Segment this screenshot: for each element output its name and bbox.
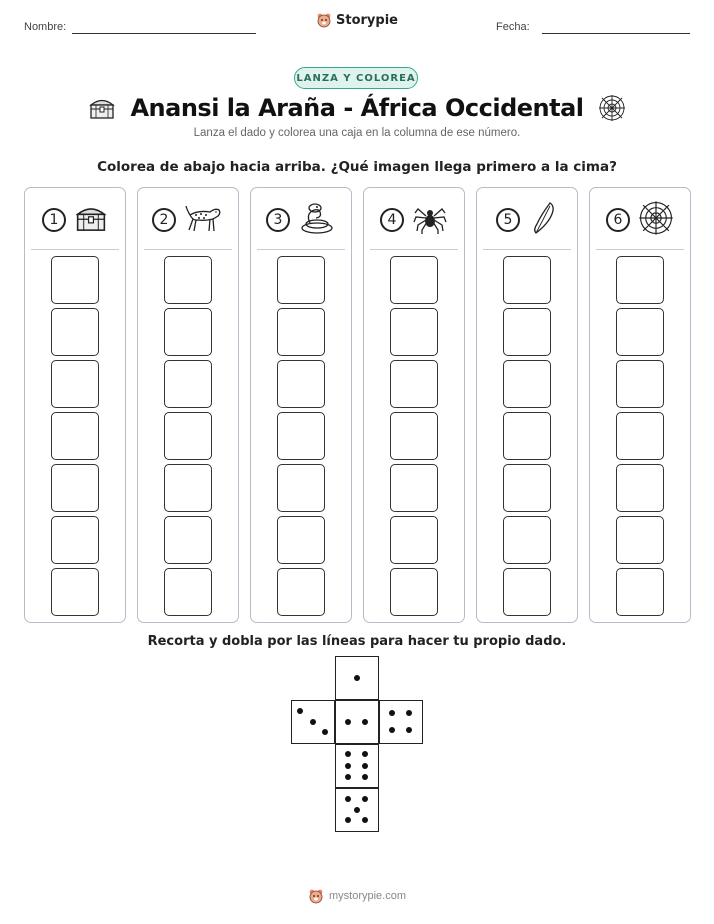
die-pip: [362, 774, 368, 780]
color-box[interactable]: [277, 464, 325, 512]
column-divider: [483, 249, 571, 250]
color-box[interactable]: [503, 516, 551, 564]
color-box[interactable]: [503, 464, 551, 512]
color-box[interactable]: [164, 360, 212, 408]
color-box[interactable]: [503, 308, 551, 356]
die-face-6: [335, 744, 379, 788]
die-pip: [362, 763, 368, 769]
die-pip: [389, 710, 395, 716]
color-box[interactable]: [390, 568, 438, 616]
color-box[interactable]: [51, 256, 99, 304]
footer: [0, 888, 714, 904]
color-box[interactable]: [277, 308, 325, 356]
column-number: 1: [42, 208, 66, 232]
color-box[interactable]: [277, 568, 325, 616]
color-box[interactable]: [616, 568, 664, 616]
color-box[interactable]: [51, 412, 99, 460]
die-pip: [345, 774, 351, 780]
die-pip: [345, 751, 351, 757]
column-1: [24, 187, 126, 623]
color-box[interactable]: [503, 360, 551, 408]
color-box[interactable]: [390, 516, 438, 564]
die-pip: [362, 751, 368, 757]
color-box-stack: [251, 256, 351, 616]
color-box[interactable]: [390, 308, 438, 356]
color-box[interactable]: [51, 308, 99, 356]
column-divider: [31, 249, 119, 250]
column-6: [589, 187, 691, 623]
color-box[interactable]: [390, 256, 438, 304]
color-box[interactable]: [164, 568, 212, 616]
die-pip: [362, 817, 368, 823]
color-box[interactable]: [164, 412, 212, 460]
die-face-3: [291, 700, 335, 744]
columns-container: [24, 187, 691, 623]
date-label: Fecha:: [496, 21, 530, 33]
spider-icon: [412, 201, 448, 239]
color-box-stack: [477, 256, 577, 616]
treasure-chest-icon: [74, 203, 108, 237]
column-header: [364, 200, 464, 240]
column-number: 6: [606, 208, 630, 232]
column-number: 5: [496, 208, 520, 232]
activity-badge: LANZA Y COLOREA: [294, 67, 418, 89]
column-number: 3: [266, 208, 290, 232]
column-number: 4: [380, 208, 404, 232]
bear-icon: [316, 12, 332, 28]
spider-web-icon: [598, 94, 626, 122]
spider-web-icon: [638, 200, 674, 240]
color-box-stack: [590, 256, 690, 616]
die-pip: [297, 708, 303, 714]
cut-instruction: Recorta y dobla por las líneas para hacer tu propio dado.: [147, 634, 567, 649]
column-divider: [257, 249, 345, 250]
column-header: [138, 200, 238, 240]
color-box[interactable]: [51, 464, 99, 512]
die-net: [291, 656, 425, 834]
color-box[interactable]: [277, 360, 325, 408]
footer-url: mystorypie.com: [328, 890, 407, 902]
color-box[interactable]: [503, 256, 551, 304]
date-line[interactable]: [542, 33, 690, 34]
die-pip: [345, 719, 351, 725]
die-pip: [406, 727, 412, 733]
color-box[interactable]: [503, 412, 551, 460]
color-box[interactable]: [390, 464, 438, 512]
column-header: [477, 200, 577, 240]
color-box[interactable]: [164, 256, 212, 304]
color-box[interactable]: [277, 256, 325, 304]
die-pip: [354, 675, 360, 681]
die-pip: [310, 719, 316, 725]
color-box[interactable]: [616, 464, 664, 512]
name-line[interactable]: [72, 33, 256, 34]
color-box[interactable]: [164, 516, 212, 564]
die-face-2: [335, 700, 379, 744]
die-pip: [345, 796, 351, 802]
color-box[interactable]: [616, 308, 664, 356]
color-box[interactable]: [503, 568, 551, 616]
page-title: Anansi la Araña - África Occidental: [130, 94, 584, 122]
die-pip: [362, 719, 368, 725]
column-divider: [370, 249, 458, 250]
column-5: [476, 187, 578, 623]
column-divider: [144, 249, 232, 250]
color-box[interactable]: [51, 360, 99, 408]
snake-icon: [298, 201, 336, 239]
color-box[interactable]: [616, 360, 664, 408]
die-pip: [322, 729, 328, 735]
color-box-stack: [138, 256, 238, 616]
color-box-stack: [25, 256, 125, 616]
column-3: [250, 187, 352, 623]
title-row: [0, 92, 714, 124]
column-header: [251, 200, 351, 240]
column-4: [363, 187, 465, 623]
brand-logo: [0, 12, 714, 28]
feather-icon: [528, 200, 558, 240]
die-face-5: [335, 788, 379, 832]
color-box[interactable]: [616, 256, 664, 304]
die-pip: [345, 817, 351, 823]
die-pip: [345, 763, 351, 769]
die-face-4: [379, 700, 423, 744]
color-box[interactable]: [277, 516, 325, 564]
color-box[interactable]: [390, 360, 438, 408]
column-number: 2: [152, 208, 176, 232]
bear-icon: [308, 888, 324, 904]
column-2: [137, 187, 239, 623]
die-pip: [354, 807, 360, 813]
color-box[interactable]: [164, 308, 212, 356]
instruction: Colorea de abajo hacia arriba. ¿Qué imagen llega primero a la cima?: [97, 159, 617, 175]
color-box[interactable]: [164, 464, 212, 512]
name-label: Nombre:: [24, 21, 67, 33]
color-box[interactable]: [616, 412, 664, 460]
color-box[interactable]: [51, 568, 99, 616]
color-box[interactable]: [277, 412, 325, 460]
column-header: [590, 200, 690, 240]
die-pip: [406, 710, 412, 716]
treasure-chest-icon: [88, 96, 116, 120]
column-header: [25, 200, 125, 240]
color-box-stack: [364, 256, 464, 616]
leopard-icon: [184, 201, 224, 239]
brand-name: Storypie: [336, 12, 398, 28]
die-pip: [389, 727, 395, 733]
subtitle: Lanza el dado y colorea una caja en la columna de ese número.: [193, 127, 521, 139]
color-box[interactable]: [51, 516, 99, 564]
color-box[interactable]: [616, 516, 664, 564]
color-box[interactable]: [390, 412, 438, 460]
column-divider: [596, 249, 684, 250]
die-pip: [362, 796, 368, 802]
die-face-1: [335, 656, 379, 700]
